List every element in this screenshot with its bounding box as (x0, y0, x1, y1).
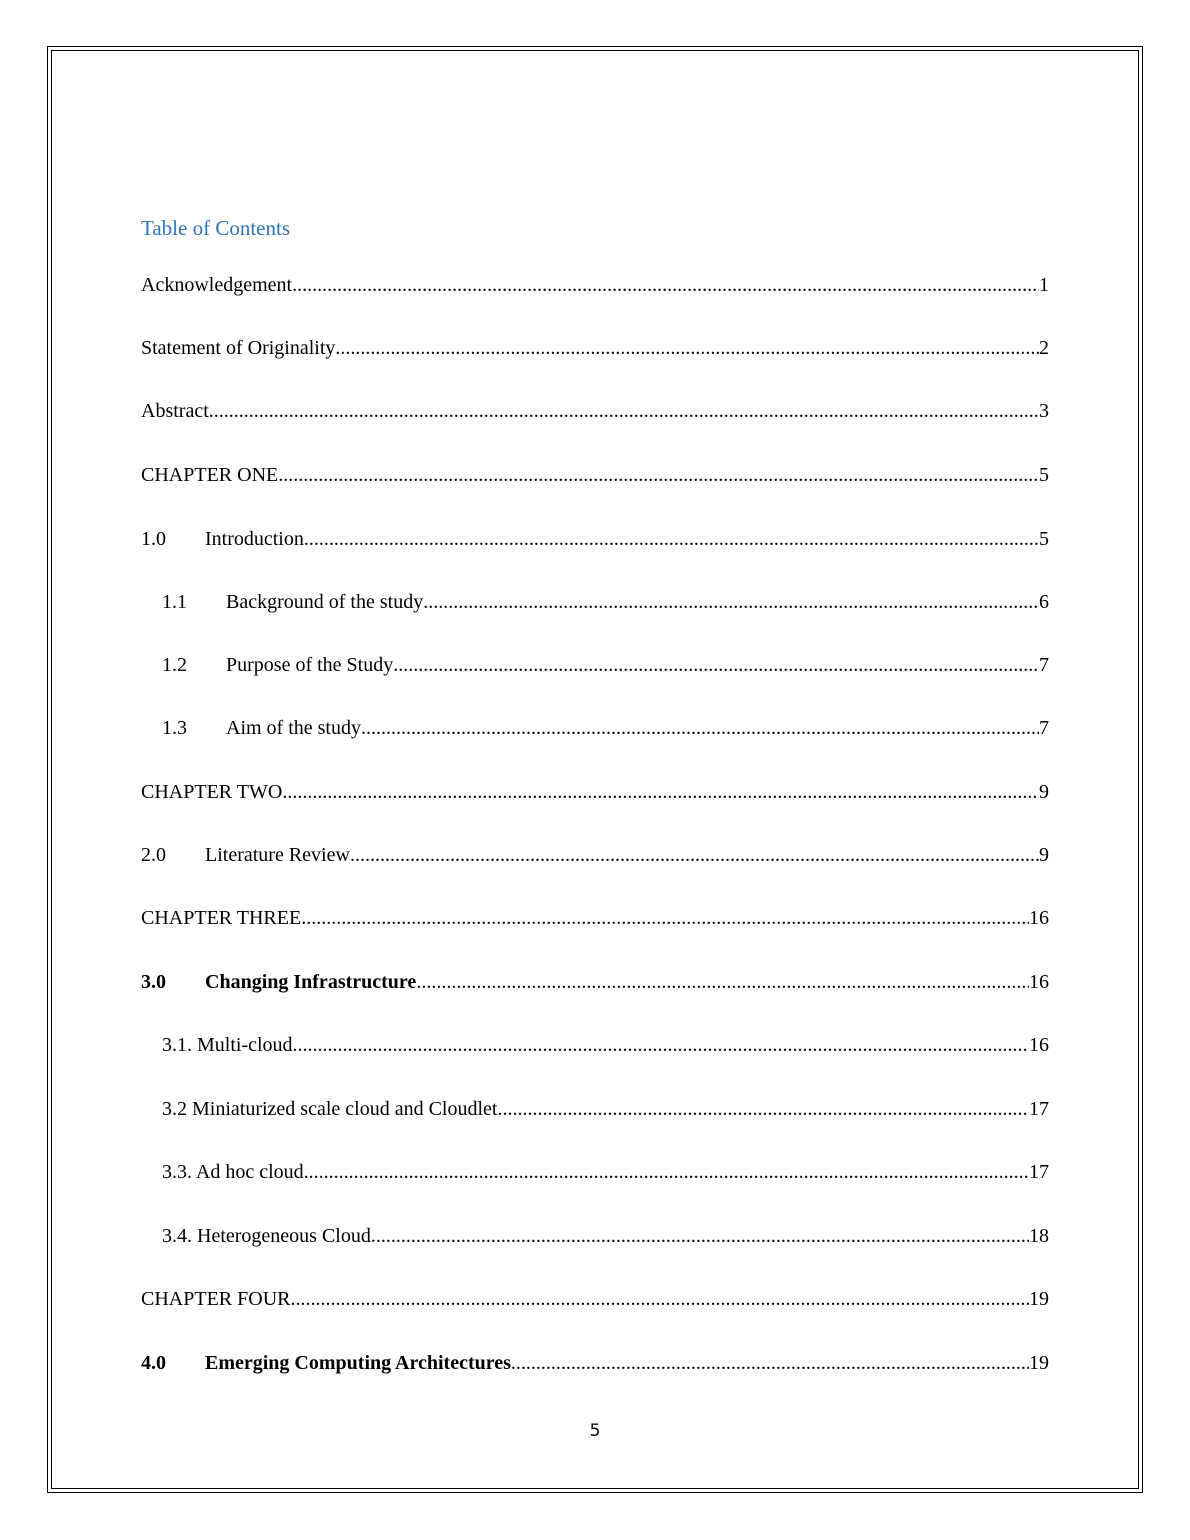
toc-entry-statement-of-originality[interactable]: Statement of Originality ..... 2 (141, 335, 1049, 361)
toc-entry-aim[interactable]: 1.3 Aim of the study ..... 7 (162, 715, 1049, 741)
toc-entry-introduction[interactable]: 1.0 Introduction ..... 5 (141, 526, 1049, 552)
toc-title: Table of Contents (141, 216, 290, 240)
toc-entry-chapter-two[interactable]: CHAPTER TWO ..... 9 (141, 779, 1049, 805)
toc-entry-background[interactable]: 1.1 Background of the study ..... 6 (162, 589, 1049, 615)
toc-entry-multi-cloud[interactable]: 3.1. Multi-cloud ..... 16 (162, 1032, 1049, 1058)
toc-entry-ad-hoc-cloud[interactable]: 3.3. Ad hoc cloud ..... 17 (162, 1159, 1049, 1185)
toc-entry-chapter-four[interactable]: CHAPTER FOUR ..... 19 (141, 1286, 1049, 1312)
toc-entry-chapter-one[interactable]: CHAPTER ONE ..... 5 (141, 462, 1049, 488)
toc-entry-emerging-architectures[interactable]: 4.0 Emerging Computing Architectures ..... 19 (141, 1350, 1049, 1376)
page-border-inner (51, 50, 1139, 1489)
toc-entry-miniaturized-cloud[interactable]: 3.2 Miniaturized scale cloud and Cloudlet ..... 17 (162, 1096, 1049, 1122)
toc-entry-changing-infrastructure[interactable]: 3.0 Changing Infrastructure ..... 16 (141, 969, 1049, 995)
toc-entry-heterogeneous-cloud[interactable]: 3.4. Heterogeneous Cloud ..... 18 (162, 1223, 1049, 1249)
toc-entry-literature-review[interactable]: 2.0 Literature Review ..... 9 (141, 842, 1049, 868)
toc-entry-purpose[interactable]: 1.2 Purpose of the Study ..... 7 (162, 652, 1049, 678)
toc-entry-abstract[interactable]: Abstract ..... 3 (141, 398, 1049, 424)
toc-entry-chapter-three[interactable]: CHAPTER THREE ..... 16 (141, 905, 1049, 931)
toc-entry-acknowledgement[interactable]: Acknowledgement ..... 1 (141, 272, 1049, 298)
page-number: 5 (589, 1421, 601, 1441)
